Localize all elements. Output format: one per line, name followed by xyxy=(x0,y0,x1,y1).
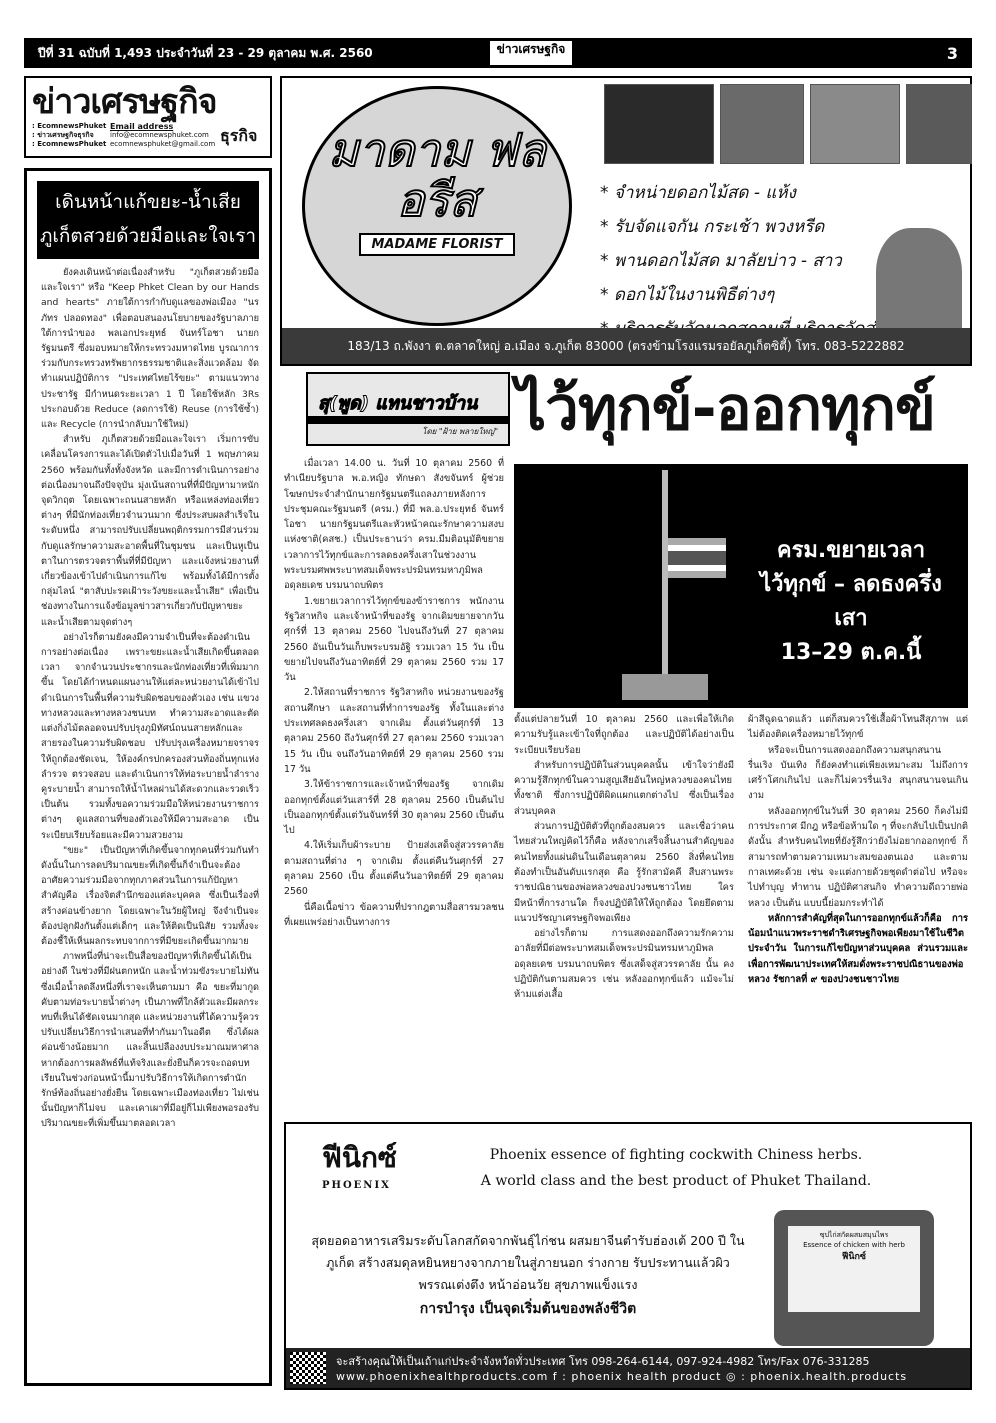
flower-photo xyxy=(810,84,900,164)
left-article-headline xyxy=(37,181,259,259)
paragraph: 1.ขยายเวลาการไว้ทุกข์ของข้าราชการ พนักงานรัฐวิสาหกิจ และเจ้าหน้าที่ของรัฐ จากเดิมขยายจากวันศุกร์ที่ 13 ตุลาคม 2560 ไปจนถึงวันที่ 27 ตุลาคม 2560 อันเป็นวันเก็บพระบรมอัฐิ รวมเวลา 15 วัน เป็น ขยายไปจนถึงวันอาทิตย์ที่ 29 ตุลาคม 2560 รวม 17 วัน xyxy=(284,595,504,684)
phoenix-logo xyxy=(322,1136,397,1191)
column-logo-bar xyxy=(308,416,508,424)
paragraph: หรือจะเป็นการแสดงออกถึงความสนุกสนาน รื่นเริง บันเทิง ก็ยังคงทำแต่เพียงเหมาะสม ไม่ถึงการเศร้าโศกเกินไป และก็ไม่ควรรื่นเริง สนุกสนานจนเกินงาม xyxy=(748,744,968,802)
phoenix-web[interactable]: www.phoenixhealthproducts.com f : phoenix health product ◎ : phoenix.health.products xyxy=(336,1370,908,1383)
page-header-bar xyxy=(24,38,972,68)
headline-line: ภูเก็ตสวยด้วยมือและใจเรา xyxy=(39,225,257,247)
page-number: 3 xyxy=(946,43,958,63)
flower-photo xyxy=(720,84,804,164)
florist-services xyxy=(600,176,904,346)
social-list xyxy=(32,122,110,149)
phoenix-logo-thai: ฟีนิกซ์ xyxy=(322,1141,397,1174)
florist-logo-english: MADAME FLORIST xyxy=(359,233,514,256)
paragraph: เมื่อเวลา 14.00 น. วันที่ 10 ตุลาคม 2560 ที่ทำเนียบรัฐบาล พ.อ.หญิง ทักษดา สังขจันทร์ ผู้ช่วยโฆษกประจำสำนักนายกรัฐมนตรีแถลงภายหลังการประชุมคณะรัฐมนตรี (ครม.) ที่มี พล.อ.ประยุทธ์ จันทร์โอชา นายกรัฐมนตรีและหัวหน้าคณะรักษาความสงบแห่งชาติ(คสช.) เป็นประธานว่า ครม.มีมติอนุมัติขยายเวลาการไว้ทุกข์และการลดธงครึ่งเสาในช่วงงานพระบรมศพพระบาทสมเด็จพระปรมินทรมหาภูมิพลอดุลยเดช บรมนาถบพิตร xyxy=(284,458,504,592)
service-item: * ดอกไม้ในงานพิธีต่างๆ xyxy=(600,285,775,305)
column-byline: โดย "ฝ้าย พลายใหญ่" xyxy=(422,427,498,436)
flag-photo xyxy=(514,464,968,708)
phoenix-slogan: การบำรุง เป็นจุดเริ่มต้นของพลังชีวิต xyxy=(419,1301,637,1317)
social-line: : EcomnewsPhuket xyxy=(32,122,107,130)
tagline-line: Phoenix essence of fighting cockwith Chiness herbs. xyxy=(489,1147,863,1163)
paragraph: ยังคงเดินหน้าต่อเนื่องสำหรับ "ภูเก็ตสวยด้วยมือและใจเรา" หรือ "Keep Phket Clean by our Hands and hearts" ภายใต้การกำกับดูแลของพ่อเมือง "นรภัทร ปลอดทอง" เพื่อตอบสนองนโยบายของรัฐบาลภายใต้การนำของ พลเอกประยุทธ์ จันทร์โอชา นายกรัฐมนตรี ซึ่งมอบหมายให้กระทรวงมหาดไทย บูรณาการร่วมกับกระทรวงทรัพยากรธรรมชาติและสิ่งแวดล้อม จัดทำแผนปฏิบัติการ "ประเทศไทยไร้ขยะ" ตามแนวทางประชารัฐ มีกำหนดระยะเวลา 1 ปี โดยใช้หลัก 3Rs ประกอบด้วย Reduce (ลดการใช้) Reuse (การใช้ซ้ำ) และ Recycle (การนำกลับมาใช้ใหม่) xyxy=(41,267,259,431)
masthead-meta xyxy=(26,122,270,149)
paragraph: "ขยะ" เป็นปัญหาที่เกิดขึ้นจากทุกคนที่ร่วมกันทำ ดังนั้นในการลดปริมาณขยะที่เกิดขึ้นก็จำเป็นจะต้องอาศัยความร่วมมือจากทุกภาคส่วนในการแก้ปัญหา สำคัญคือ เรื่องจิตสำนึกของแต่ละบุคคล ซึ่งเป็นเรื่องที่สร้างค่อนข้างยาก โดยเฉพาะในวัยผู้ใหญ่ จึงจำเป็นจะต้องปลูกฝังกันตั้งแต่เด็กๆ และให้ติดเป็นนิสัย รวมทั้งจะต้องชี้ให้เห็นผลกระทบจากการที่มีขยะเกิดขึ้นมากมาย xyxy=(41,844,259,947)
caption-line: ครม.ขยายเวลา xyxy=(776,538,926,563)
story-column-2 xyxy=(514,712,734,1102)
paragraph: ภาพหนึ่งที่น่าจะเป็นสื่อของปัญหาที่เกิดขึ้นได้เป็นอย่างดี ในช่วงที่มีฝนตกหนัก และน้ำท่วมขังระบายไม่ทัน ซึ่งเมื่อน้ำลดลึงหนึ่งที่เราจะเห็นตามมา คือ ขยะที่มากูดคับตามท่อระบายน้ำต่างๆ เป็นภาพที่ใกล้ตัวและมีผลกระทบที่เห็นได้ชัดเจนมากสุด และหน่วยงานที่ได้ความรู้ควรปรับเปลี่ยนวิธีการนำเสนอที่ทำกันมาในอดีต ซึ่งได้ผลค่อนข้างน้อยมาก และสิ้นเปลืองงบประมาณมหาศาล หากต้องการผลลัพธ์ที่แท้จริงและยั่งยืนก็ควรจะถอดบทเรียนในช่วงก่อนหน้านี้มาปรับวิธีการให้เกิดการตำนักรักษ์ท้องถิ่นอย่างยั่งยืน โดยเฉพาะเมืองท่องเที่ยว ไม่เช่นนั้นปัญหาก็ไม่จบ และเคาเผาที่มีอยู่ก็ไม่เพียงพอรองรับปริมาณขยะที่เพิ่มขึ้นมาตลอดเวลา xyxy=(41,951,259,1130)
paragraph: สำหรับการปฏิบัติในส่วนบุคคลนั้น เข้าใจว่ายังมีความรู้สึกทุกข์ในความสูญเสียอันใหญ่หลวงของคนไทยทั้งชาติ ซึ่งการปฏิบัติผิดแผกแตกต่างไป ซึ่งเป็นเรื่องส่วนบุคคล xyxy=(514,759,734,817)
service-item: * รับจัดแจกัน กระเช้า พวงหรีด xyxy=(600,217,825,237)
paragraph: 2.ให้สถานที่ราชการ รัฐวิสาหกิจ หน่วยงานของรัฐ สถานศึกษา และสถานที่ทำการของรัฐ ทั้งในและต่างประเทศลดธงครึ่งเสา จากเดิม ตั้งแต่วันศุกร์ที่ 13 ตุลาคม 2560 ถึงวันศุกร์ที่ 27 ตุลาคม 2560 รวมเวลา 15 วัน เป็น จนถึงวันอาทิตย์ที่ 29 ตุลาคม 2560 รวม 17 วัน xyxy=(284,687,504,775)
paragraph: หลังออกทุกข์ในวันที่ 30 ตุลาคม 2560 ก็คงไม่มีการประกาศ มีกฎ หรือข้อห้ามใด ๆ ที่จะกลับไปเป็นปกติ ดังนั้น สำหรับคนไทยที่ยังรู้สึกว่ายังไม่อยากออกทุกข์ ก็สามารถทำตามความเหมาะสมของตนเอง และตามกาลเทศะด้วย เช่น จะแต่งกายด้วยชุดดำต่อไป หรือจะไปทำบุญ ทำทาน ปฏิบัติศาสนกิจ ทำความดีถวายพ่อหลวง เป็นต้น แบบนี้ย่อมกระทำได้ xyxy=(748,805,968,909)
left-article-body xyxy=(41,265,259,1132)
phoenix-contact-bar xyxy=(286,1348,970,1388)
paragraph: 3.ให้ข้าราชการและเจ้าหน้าที่ของรัฐ จากเดิม ออกทุกข์ตั้งแต่วันเสาร์ที่ 28 ตุลาคม 2560 เป็นต้นไป เป็นออกทุกข์ตั้งแต่วันจันทร์ที่ 30 ตุลาคม 2560 เป็นต้นไป xyxy=(284,779,504,837)
mini-masthead-title: ข่าวเศรษฐกิจ xyxy=(496,42,566,56)
paragraph: นี่คือเนื้อข่าว ข้อความที่ปรากฎตามสื่อสารมวลชนที่เผยแพร่อย่างเป็นทางการ xyxy=(284,901,504,928)
story-column-3 xyxy=(748,712,968,1102)
phoenix-logo-english: PHOENIX xyxy=(322,1180,391,1191)
social-line: : ข่าวเศรษฐกิจธุรกิจ xyxy=(32,131,94,139)
masthead xyxy=(24,76,272,158)
flagpole-base xyxy=(622,674,708,700)
paragraph: หลักการสำคัญที่สุดในการออกทุกข์แล้วก็คือ การน้อมนำแนวพระราชดำริเศรษฐกิจพอเพียงมาใช้ในชีวิตประจำวัน ในการแก้ไขปัญหาส่วนบุคคล ส่วนรวมและเพื่อการพัฒนาประเทศให้สมดั่งพระราชปณิธานของพ่อหลวง รัชกาลที่ ๙ ของปวงชนชาวไทย xyxy=(748,912,968,986)
florist-photos xyxy=(604,84,972,164)
jar-brand: ฟีนิกซ์ xyxy=(841,1252,867,1262)
phoenix-contact: จะสร้างคุณให้เป็นเถ้าแก่ประจำจังหวัดทั่วประเทศ โทร 098-264-6144, 097-924-4982 โทร/Fax 076-331285 xyxy=(336,1355,870,1368)
issue-info: ปีที่ 31 ฉบับที่ 1,493 ประจำวันที่ 23 - 29 ตุลาคม พ.ศ. 2560 xyxy=(38,45,373,60)
caption-line: 13–29 ต.ค.นี้ xyxy=(780,640,922,665)
service-item: * จำหน่ายดอกไม้สด - แห้ง xyxy=(600,183,796,203)
mini-masthead xyxy=(490,41,572,65)
paragraph: สำหรับ ภูเก็ตสวยด้วยมือและใจเรา เริ่มการขับเคลื่อนโครงการและได้เปิดตัวไปเมื่อวันที่ 1 พฤษภาคม 2560 พร้อมกันทั้งทั้งจังหวัด และมีการดำเนินการอย่างต่อเนื่องมาจนถึงปัจจุบัน มุ่งเน้นสถานที่ที่มีปัญหามาหนัก จุดวิกฤต โดยเฉพาะถนนสายหลัก หรือแหล่งท่องเที่ยวต่างๆ ที่มีนักท่องเที่ยวจำนวนมาก ซึ่งประสบผลสำเร็จในระดับหนึ่ง สามารถปรับเปลี่ยนพฤติกรรมการมีส่วนร่วมกับดูแลรักษาความสะอาดพื้นที่ในชุมชน และเป็นหูเป็นตาในการตรวจตราพื้นที่ที่มีปัญหา และแจ้งหน่วยงานที่เกี่ยวข้องเข้าไปดำเนินการแก้ไข พร้อมทั้งได้มีการตั้งกลุ่มไลน์ "ตาสับปะรดเฝ้าระวังขยะและน้ำเสีย" เพื่อเป็นช่องทางในการแจ้งข้อมูลข่าวสารเกี่ยวกับปัญหาขยะและน้ำเสียตามจุดต่างๆ xyxy=(41,434,259,628)
email-line: ecomnewsphuket@gmail.com xyxy=(110,140,216,148)
left-article xyxy=(24,168,272,1386)
paragraph: ผ้าสีฉูดฉาดแล้ว แต่ก็สมควรใช้เสื้อผ้าโทนสีสุภาพ แต่ไม่ต้องติดเครื่องหมายไว้ทุกข์ xyxy=(748,714,968,741)
paragraph: ตั้งแต่ปลายวันที่ 10 ตุลาคม 2560 และเพื่อให้เกิดความรับรู้และเข้าใจที่ถูกต้อง และปฏิบัติได้อย่างเป็นระเบียบเรียบร้อย xyxy=(514,714,734,756)
florist-ad xyxy=(280,76,972,366)
phoenix-tagline xyxy=(446,1142,906,1194)
paragraph: ส่วนการปฏิบัติตัวที่ถูกต้องสมควร และเชื่อว่าคนไทยส่วนใหญ่คิดไว้ก็คือ หลังจากเสร็จสิ้นงานสำคัญของคนไทยทั้งแผ่นดินในเดือนตุลาคม 2560 สิ่งที่คนไทยต้องทำเป็นอันดับแรกสุด คือ รู้รักสามัคคี สืบสานพระราชปณิธานของพ่อหลวงของปวงชนชาวไทย ใครมีหน้าที่การงานใด ก็จงปฏิบัติให้ให้ถูกต้อง โดยยึดตามแนวปรัชญาเศรษฐกิจพอเพียง xyxy=(514,821,734,924)
description-text: สุดยอดอาหารเสริมระดับโลกสกัดจากพันธุ์ไก่ชน ผสมยาจีนตำรับฮ่องเต้ 200 ปี ในภูเก็ต สร้างสมดุลหยินหยางจากภายในสู่ภายนอก ร่างกาย รับประทานแล้วผิวพรรณเต่งตึง หน้าอ่อนวัย สุขภาพแข็งแรง xyxy=(311,1233,745,1292)
florist-address: 183/13 ถ.พังงา ต.ตลาดใหญ่ อ.เมือง จ.ภูเก็ต 83000 (ตรงข้ามโรงแรมรอยัลภูเก็ตซิตี้) โทร. 083-5222882 xyxy=(282,328,970,364)
jar-label-english: Essence of chicken with herb xyxy=(803,1241,905,1249)
social-line: : EcomnewsPhuket xyxy=(32,140,107,148)
email-label: Email address xyxy=(110,122,174,131)
jar-label-thai: ซุปไก่สกัดผสมสมุนไพร xyxy=(819,1231,889,1239)
tagline-line: A world class and the best product of Phuket Thailand. xyxy=(480,1173,872,1189)
email-line: info@ecomnewsphuket.com xyxy=(110,131,209,139)
column-logo-title: สุ(พูด) แทนชาวบ้าน xyxy=(318,393,478,414)
paragraph: อย่างไรก็ตาม การแสดงออกถึงความรักความอาลัยที่มีต่อพระบาทสมเด็จพระปรมินทรมหาภูมิพลอดุลยเดช บรมนาถบพิตร ซึ่งเสด็จสู่สวรรคาลัย นั้น คงปฏิบัติกันตามสมควร เช่น หลังออกทุกข์แล้ว แม้จะไม่ห้ามแต่งเสื้อ xyxy=(514,928,734,1001)
flower-vase-image xyxy=(876,228,962,338)
caption-line: ไว้ทุกข์ – ลดธงครึ่งเสา xyxy=(760,572,942,631)
masthead-title: ข่าวเศรษฐกิจ xyxy=(32,82,217,122)
florist-logo-thai: มาดาม ฟลอรีส xyxy=(328,123,546,227)
left-column xyxy=(24,76,272,1386)
masthead-suffix: ธุรกิจ xyxy=(220,126,258,145)
phoenix-ad xyxy=(284,1122,972,1390)
flower-photo xyxy=(604,84,714,164)
column-logo xyxy=(306,372,510,446)
thai-flag-half-mast xyxy=(668,538,726,578)
headline-line: เดินหน้าแก้ขยะ-น้ำเสีย xyxy=(55,191,241,213)
main-headline: ไว้ทุกข์-ออกทุกข์ xyxy=(516,374,935,444)
paragraph: อย่างไรก็ตามยังคงมีความจำเป็นที่จะต้องดำเนินการอย่างต่อเนื่อง เพราะขยะและน้ำเสียเกิดขึ้นตลอดเวลา จากจำนวนประชากรและนักท่องเที่ยวที่เพิ่มมากขึ้น โดยได้กำหนดแผนงานให้แต่ละหน่วยงานได้เข้าไปดำเนินการในพื้นที่ความรับผิดชอบของตัวเอง เช่น แขวงทางหลวงและทางหลวงชนบท ทำความสะอาดและตัดแต่งกิ่งไม้ตลอดจนปรับปรุงภูมิทัศน์ถนนสายหลักและสายรองในความรับผิดชอบ ปรับปรุงเครื่องหมายจราจรให้ถูกต้องชัดเจน, ให้องค์กรปกครองส่วนท้องถิ่นทุกแห่งลำรวจ ตรวจสอบ และดำเนินการให้ท่อระบายน้ำลำราง คูระบายน้ำ สามารถให้น้ำไหลผ่านได้สะดวกและรวดเร็ว เป็นต้น รวมทั้งขอความร่วมมือให้หน่วยงานราชการต่างๆ ดูแลสถานที่ของตัวเองให้มีความสะอาด เป็นระเบียบเรียบร้อยและมีความสวยงาม xyxy=(41,631,259,841)
email-block xyxy=(110,122,220,149)
photo-caption xyxy=(746,534,956,670)
paragraph: 4.ให้เริ่มเก็บผ้าระบาย ป้ายส่งเสด็จสู่สวรรคาลัย ตามสถานที่ต่าง ๆ จากเดิม ตั้งแต่คืนวันศุกร์ที่ 27 ตุลาคม 2560 เป็น ตั้งแต่คืนวันอาทิตย์ที่ 29 ตุลาคม 2560 xyxy=(284,840,504,898)
story-column-1 xyxy=(284,456,504,1116)
florist-logo xyxy=(302,86,572,326)
product-jar-image xyxy=(774,1210,934,1346)
flower-photo xyxy=(906,84,972,164)
flagpole xyxy=(662,470,668,700)
phoenix-description xyxy=(310,1230,746,1320)
jar-label xyxy=(788,1226,920,1312)
service-item: * พานดอกไม้สด มาลัยบ่าว - สาว xyxy=(600,251,842,271)
qr-code-icon[interactable] xyxy=(290,1352,326,1384)
